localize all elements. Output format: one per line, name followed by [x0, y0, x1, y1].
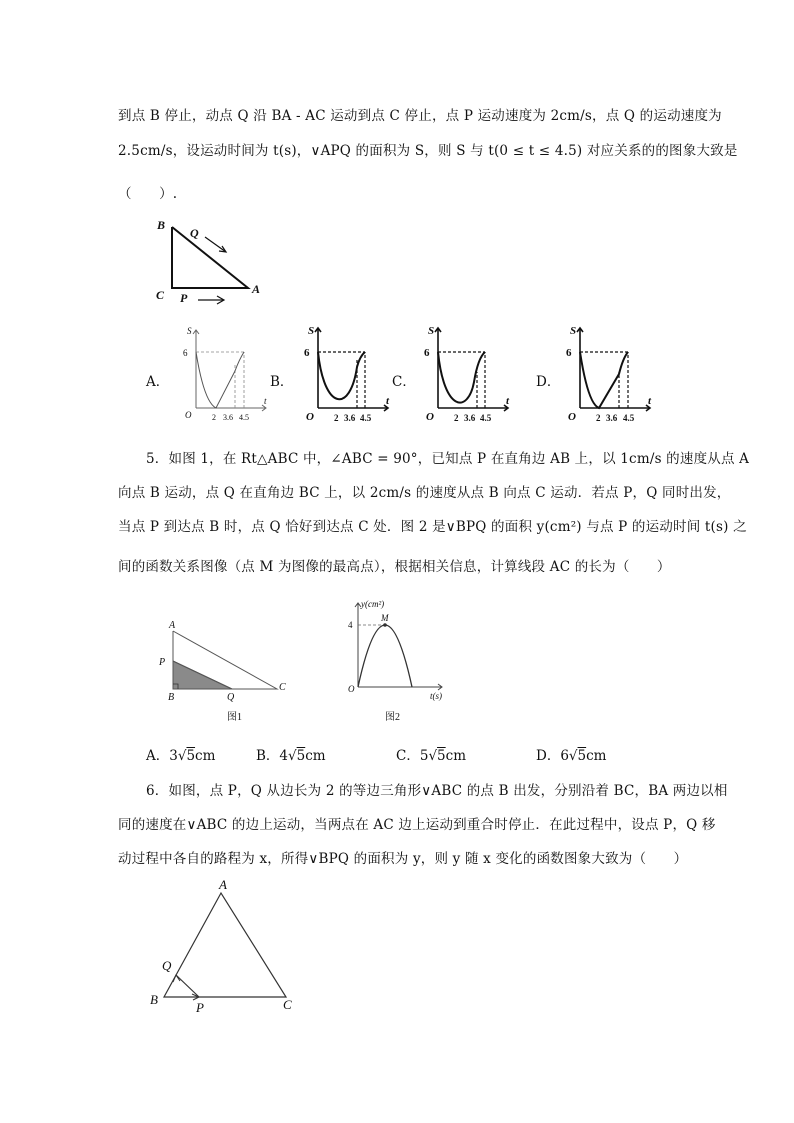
q5-text-line-2: 向点 B 运动，点 Q 在直角边 BC 上，以 2cm/s 的速度从点 B 向点 C 运动．若点 P，Q 同时出发，	[118, 485, 731, 501]
q5-option-b-radicand: 5	[296, 748, 306, 764]
q5-fig1-label-C: C	[279, 682, 286, 693]
q4-a-x-tick-2: 3.6	[223, 413, 233, 422]
q4-label-Q: Q	[190, 226, 199, 240]
q5-figure-1	[155, 615, 295, 725]
q6-label-A: A	[219, 877, 227, 892]
q4-triangle-figure	[150, 215, 270, 310]
q4-d-x-tick-2: 3.6	[606, 413, 618, 423]
q4-d-x-label: t	[648, 395, 652, 407]
q4-b-x-tick-3: 4.5	[360, 413, 372, 423]
q5-option-c-radicand: 5	[437, 748, 446, 764]
q4-option-b-graph	[300, 322, 396, 426]
q5-option-d[interactable]: D．6√5cm	[536, 748, 607, 764]
q4-option-c-graph	[420, 322, 516, 426]
q4-d-y-label: S	[570, 325, 577, 337]
q4-b-x-label: t	[386, 395, 390, 407]
q5-option-a-coef: 3	[169, 748, 178, 764]
q4-d-x-tick-1: 2	[596, 413, 601, 423]
q5-fig2-x-label: t(s)	[430, 691, 442, 701]
q4-option-a-letter[interactable]: A．	[146, 374, 170, 390]
q5-figure-2	[340, 595, 460, 725]
q6-text-line-3: 动过程中各自的路程为 x，所得∨BPQ 的面积为 y，则 y 随 x 变化的函数图象大致为（ ）	[118, 851, 688, 867]
q4-c-x-tick-3: 4.5	[480, 413, 492, 423]
q5-option-c-unit: cm	[445, 748, 467, 764]
q4-c-y-label: S	[428, 325, 435, 337]
q5-option-a-unit: cm	[195, 748, 216, 764]
q4-b-y-tick: 6	[304, 347, 310, 359]
q4-option-d-graph	[562, 322, 658, 426]
q4-text-line-2: 2.5cm/s，设运动时间为 t(s)，∨APQ 的面积为 S，则 S 与 t(0 ≤ t ≤ 4.5) 对应关系的的图象大致是	[118, 143, 738, 159]
q6-label-C: C	[283, 997, 292, 1012]
q5-option-d-letter: D．	[536, 748, 561, 764]
q6-label-B: B	[150, 992, 158, 1007]
q4-option-b-letter[interactable]: B．	[270, 374, 294, 390]
q4-a-x-tick-1: 2	[212, 413, 216, 422]
q5-text-line-4: 间的函数关系图像（点 M 为图像的最高点），根据相关信息，计算线段 AC 的长为（ ）	[118, 559, 671, 575]
q6-text-line-2: 同的速度在∨ABC 的边上运动，当两点在 AC 边上运动到重合时停止．在此过程中，设点 P，Q 移	[118, 817, 716, 833]
q4-text-line-3: （ ）.	[118, 186, 178, 202]
q4-c-x-tick-2: 3.6	[464, 413, 476, 423]
q4-option-c-letter[interactable]: C．	[392, 374, 416, 390]
q5-fig2-origin: O	[348, 684, 355, 694]
q5-text-line-1: 5．如图 1，在 Rt△ABC 中，∠ABC = 90°，已知点 P 在直角边 AB 上，以 1cm/s 的速度从点 A	[146, 451, 750, 467]
q4-label-B: B	[157, 218, 166, 232]
q5-option-d-unit: cm	[586, 748, 607, 764]
q4-label-P: P	[180, 291, 188, 305]
q4-d-x-tick-3: 4.5	[623, 413, 635, 423]
q5-fig2-y-tick: 4	[348, 620, 353, 630]
q5-fig1-label-B: B	[168, 692, 175, 703]
q5-option-a[interactable]: A．3√5cm	[146, 748, 216, 764]
q6-triangle-figure	[145, 875, 315, 1020]
q5-option-c[interactable]: C．5√5cm	[396, 748, 467, 764]
q4-label-C: C	[156, 288, 165, 302]
q5-text-line-3: 当点 P 到达点 B 时，点 Q 恰好到达点 C 处．图 2 是∨BPQ 的面积 y(cm²) 与点 P 的运动时间 t(s) 之	[118, 519, 747, 535]
q4-c-y-tick: 6	[424, 347, 430, 359]
q5-fig1-caption: 图1	[227, 712, 242, 723]
q4-b-x-tick-2: 3.6	[344, 413, 356, 423]
q4-b-y-label: S	[308, 325, 315, 337]
q5-option-b-coef: 4	[279, 748, 289, 764]
q4-a-y-label: S	[187, 326, 192, 336]
q4-label-A: A	[252, 282, 261, 296]
q5-fig2-label-M: M	[381, 613, 389, 623]
q4-d-y-tick: 6	[566, 347, 572, 359]
q5-option-a-radicand: 5	[186, 748, 196, 764]
q6-text-line-1: 6．如图，点 P，Q 从边长为 2 的等边三角形∨ABC 的点 B 出发，分别沿着 BC，BA 两边以相	[146, 783, 728, 799]
q5-fig1-label-A: A	[169, 620, 176, 631]
q5-option-c-letter: C．	[396, 748, 420, 764]
q6-label-Q: Q	[162, 958, 172, 973]
q4-text-line-1: 到点 B 停止，动点 Q 沿 BA - AC 运动到点 C 停止，点 P 运动速度为 2cm/s，点 Q 的运动速度为	[118, 108, 722, 124]
q4-d-origin: O	[568, 411, 576, 423]
q4-a-origin: O	[185, 410, 192, 420]
q6-label-P: P	[196, 1000, 204, 1015]
q4-c-x-label: t	[506, 395, 510, 407]
q5-option-a-letter: A．	[146, 748, 170, 764]
q4-c-origin: O	[426, 411, 434, 423]
q4-a-x-label: t	[264, 396, 267, 406]
q5-option-b-unit: cm	[305, 748, 326, 764]
q5-option-d-radicand: 5	[577, 748, 587, 764]
q5-fig1-label-P: P	[159, 657, 166, 668]
q5-option-b[interactable]: B．4√5cm	[256, 748, 326, 764]
q5-option-b-letter: B．	[256, 748, 280, 764]
q5-fig1-label-Q: Q	[227, 692, 235, 703]
q4-c-x-tick-1: 2	[454, 413, 459, 423]
q5-fig2-caption: 图2	[385, 712, 400, 723]
q4-option-d-letter[interactable]: D．	[536, 374, 561, 390]
q5-fig2-y-label: y(cm²)	[361, 599, 385, 609]
q4-b-x-tick-1: 2	[334, 413, 339, 423]
q5-option-d-coef: 6	[560, 748, 569, 764]
q4-b-origin: O	[306, 411, 314, 423]
q4-a-x-tick-3: 4.5	[239, 413, 249, 422]
q5-option-c-coef: 5	[419, 748, 429, 764]
q4-a-y-tick: 6	[183, 348, 188, 358]
q4-option-a-graph	[176, 324, 272, 424]
